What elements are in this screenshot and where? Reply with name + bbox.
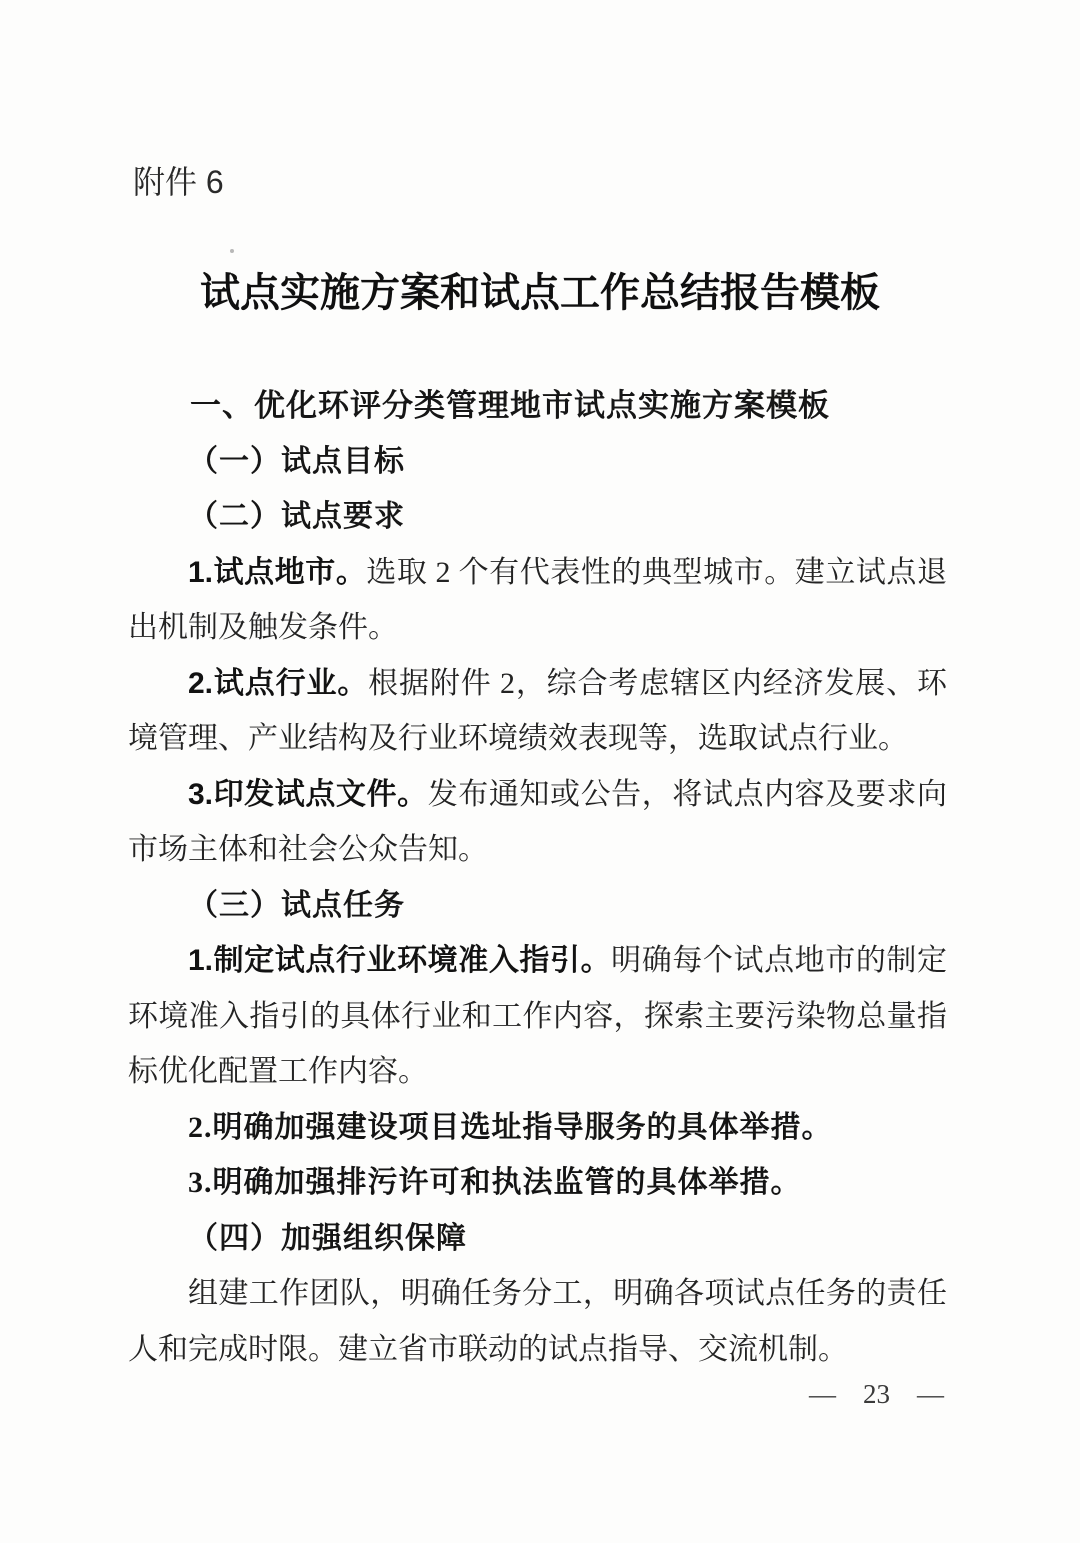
para-pilot-industries xyxy=(128,656,947,767)
scan-artifact-dot xyxy=(230,249,234,253)
subsection-pilot-tasks: （三）试点任务 xyxy=(188,888,405,922)
para-pilot-industries-lead: 2.试点行业。 xyxy=(188,666,369,700)
subsection-organizational-support: （四）加强组织保障 xyxy=(188,1221,467,1255)
document-body xyxy=(0,378,1080,1377)
para-entry-guidelines-lead: 1.制定试点行业环境准入指引。 xyxy=(188,944,612,977)
section-heading-plan-template: 一、优化环评分类管理地市试点实施方案模板 xyxy=(190,388,830,423)
document-title: 试点实施方案和试点工作总结报告模板 xyxy=(200,270,880,315)
page-number xyxy=(809,1377,944,1411)
para-issue-pilot-documents-lead: 3.印发试点文件。 xyxy=(188,777,428,811)
item-site-selection-guidance: 2.明确加强建设项目选址指导服务的具体举措。 xyxy=(188,1110,833,1144)
subsection-pilot-requirements: （二）试点要求 xyxy=(188,500,405,533)
para-team-building-text: 组建工作团队，明确任务分工，明确各项试点任务的责任人和完成时限。建立省市联动的试点指导、交流机制。 xyxy=(128,1277,947,1366)
para-pilot-cities-lead: 1.试点地市。 xyxy=(188,555,367,589)
page-number-dash-right: — xyxy=(917,1379,944,1409)
page-number-value: 23 xyxy=(863,1379,890,1409)
para-issue-pilot-documents xyxy=(128,767,947,878)
subsection-pilot-goals: （一）试点目标 xyxy=(188,444,405,478)
para-entry-guidelines-text: 明确每个试点地市的制定环境准入指引的具体行业和工作内容，探索主要污染物总量指标优化配置工作内容。 xyxy=(128,944,947,1088)
page-number-dash-left: — xyxy=(809,1379,836,1409)
para-team-building xyxy=(128,1266,947,1377)
item-permit-enforcement: 3.明确加强排污许可和执法监管的具体举措。 xyxy=(188,1166,802,1199)
para-entry-guidelines xyxy=(128,933,947,1100)
attachment-label: 附件 6 xyxy=(133,164,224,200)
para-pilot-industries-text: 根据附件 2，综合考虑辖区内经济发展、环境管理、产业结构及行业环境绩效表现等，选取试点行业。 xyxy=(128,666,947,755)
para-pilot-cities-text: 选取 2 个有代表性的典型城市。建立试点退出机制及触发条件。 xyxy=(128,555,947,644)
para-pilot-cities xyxy=(128,545,947,656)
para-issue-pilot-documents-text: 发布通知或公告，将试点内容及要求向市场主体和社会公众告知。 xyxy=(128,777,947,866)
